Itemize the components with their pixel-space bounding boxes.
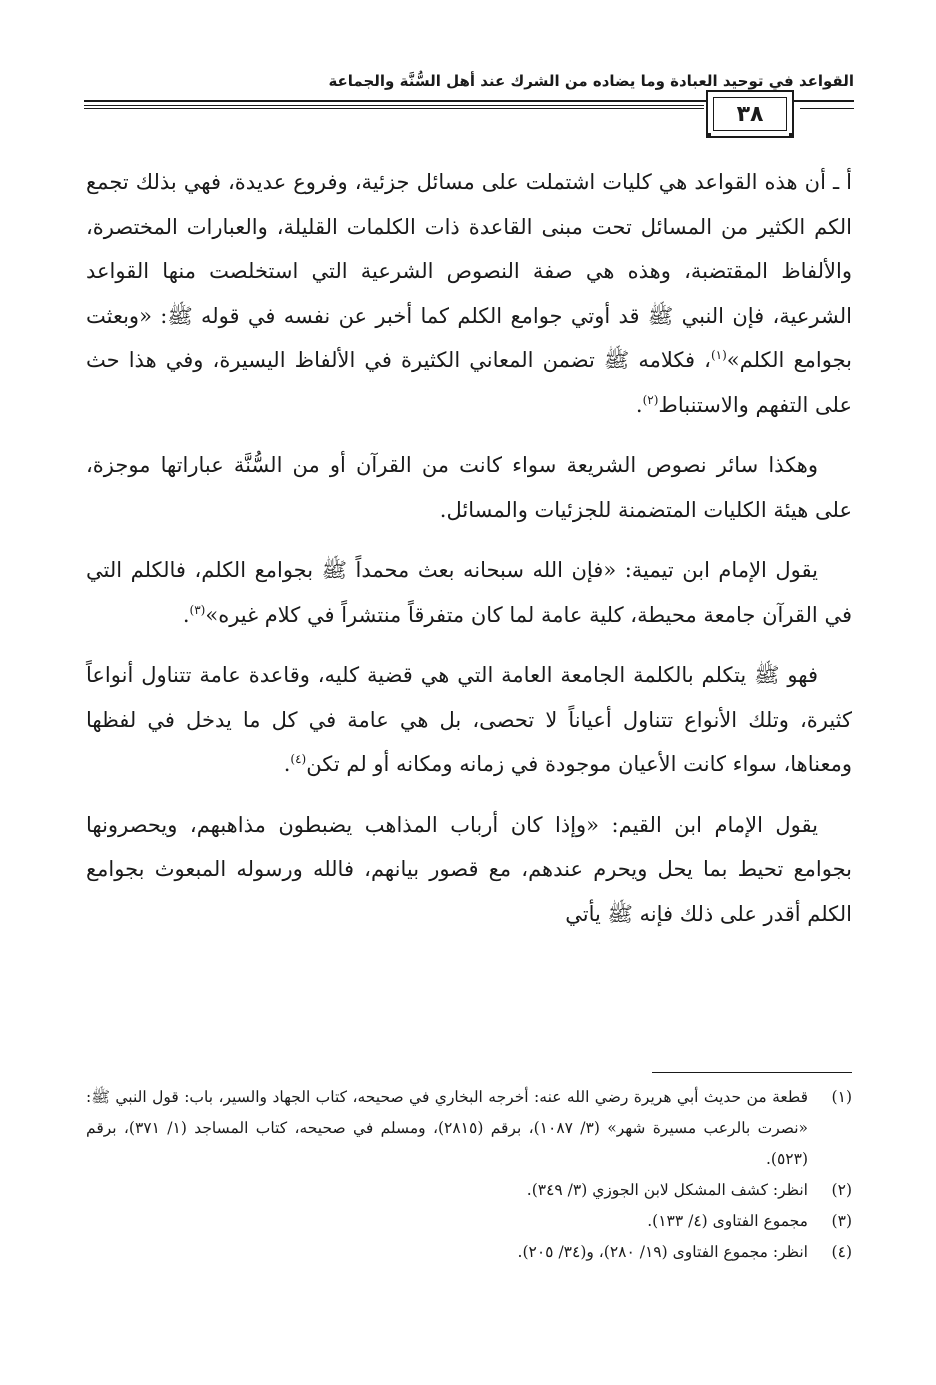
paragraph-3: [86, 548, 852, 637]
footnote-number: (١): [831, 1088, 852, 1106]
paragraph-text: فهو ﷺ يتكلم بالكلمة الجامعة العامة التي هي قضية كليه، وقاعدة عامة تتناول أنواعاً كثيرة، وتلك الأنواع تتناول أعياناً لا تحصى، بل هي عامة في كل ما يدخل في لفظها ومعناها، سواء كانت الأعيان موجودة في زمانه ومكانه أو لم تكن: [86, 663, 852, 776]
paragraph-end: .: [635, 392, 643, 417]
footnote-ref: (٢): [642, 392, 659, 407]
paragraph-text: يقول الإمام ابن تيمية: «فإن الله سبحانه بعث محمداً ﷺ بجوامع الكلم، فالكلم التي في القرآن جامعة محيطة، كلية عامة لما كان متفرقاً منتشراً في كلام غيره»: [86, 558, 852, 627]
footnote-ref: (٣): [189, 602, 206, 617]
frame-corner: [706, 133, 711, 138]
header-rule-double-top: [84, 105, 704, 106]
footnote-1: [86, 1082, 852, 1175]
paragraph-text: ، فكلامه ﷺ تضمن المعاني الكثيرة في الألفاظ اليسيرة، وفي هذا حث على التفهم والاستنباط: [86, 348, 852, 417]
paragraph-2: [86, 443, 852, 532]
footnote-ref: (١): [710, 348, 727, 362]
footnote-text: مجموع الفتاوى (٤/ ١٣٣).: [647, 1212, 808, 1230]
paragraph-5: [86, 803, 852, 937]
header-rule-right: [800, 108, 854, 109]
paragraph-end: .: [182, 602, 190, 627]
footnote-3: [86, 1206, 852, 1237]
running-title: القواعد في توحيد العبادة وما يضاده من الشرك عند أهل السُّنَّة والجماعة: [328, 72, 854, 90]
footnote-text: انظر: مجموع الفتاوى (١٩/ ٢٨٠)، و(٣٤/ ٢٠٥).: [517, 1243, 808, 1261]
paragraph-4: [86, 653, 852, 787]
paragraph-text: وهكذا سائر نصوص الشريعة سواء كانت من القرآن أو من السُّنَّة عباراتها موجزة، على هيئة الكليات المتضمنة للجزئيات والمسائل.: [86, 453, 852, 522]
footnote-separator: [652, 1072, 852, 1073]
paragraph-text: يقول الإمام ابن القيم: «وإذا كان أرباب المذاهب يضبطون مذاهبهم، ويحصرونها بجوامع تحيط بما يحل ويحرم عندهم، مع قصور بيانهم، فالله ورسوله المبعوث بجوامع الكلم أقدر على ذلك فإنه ﷺ يأتي: [86, 812, 852, 926]
header-rule-double-bottom: [84, 108, 704, 109]
page-number-frame: [706, 90, 794, 138]
paragraph-text: أ ـ أن هذه القواعد هي كليات اشتملت على مسائل جزئية، وفروع عديدة، فهي بذلك تجمع الكم الكثير من المسائل تحت مبنى القاعدة ذات الكلمات القليلة، والعبارات المختصرة، والألفاظ المقتضبة، وهذه هي صفة النصوص الشرعية التي استخلصت منها القواعد الشرعية، فإن النبي ﷺ قد أوتي جوامع الكلم كما أخبر عن نفسه في قوله ﷺ: «وبعثت بجوامع الكلم»: [86, 170, 852, 372]
page-number: ٣٨: [713, 97, 787, 131]
paragraph-1: [86, 160, 852, 427]
footnote-text: انظر: كشف المشكل لابن الجوزي (٣/ ٣٤٩).: [526, 1181, 808, 1199]
footnote-number: (٤): [831, 1243, 852, 1261]
footnote-ref: (٤): [290, 752, 307, 766]
footnotes: [86, 1082, 852, 1268]
frame-corner: [789, 133, 794, 138]
footnote-number: (٣): [831, 1212, 852, 1230]
footnote-4: [86, 1237, 852, 1268]
footnote-text: قطعة من حديث أبي هريرة رضي الله عنه: أخرجه البخاري في صحيحه، كتاب الجهاد والسير، باب: قول النبي ﷺ: «نصرت بالرعب مسيرة شهر» (٣/ ١٠٨٧)، برقم (٢٨١٥)، ومسلم في صحيحه، كتاب المساجد (١/ ٣٧١)، برقم (٥٢٣).: [86, 1088, 808, 1168]
paragraph-end: .: [283, 752, 291, 776]
page-header: [84, 72, 854, 152]
footnote-number: (٢): [831, 1181, 852, 1199]
main-text: [86, 160, 852, 952]
footnote-2: [86, 1175, 852, 1206]
